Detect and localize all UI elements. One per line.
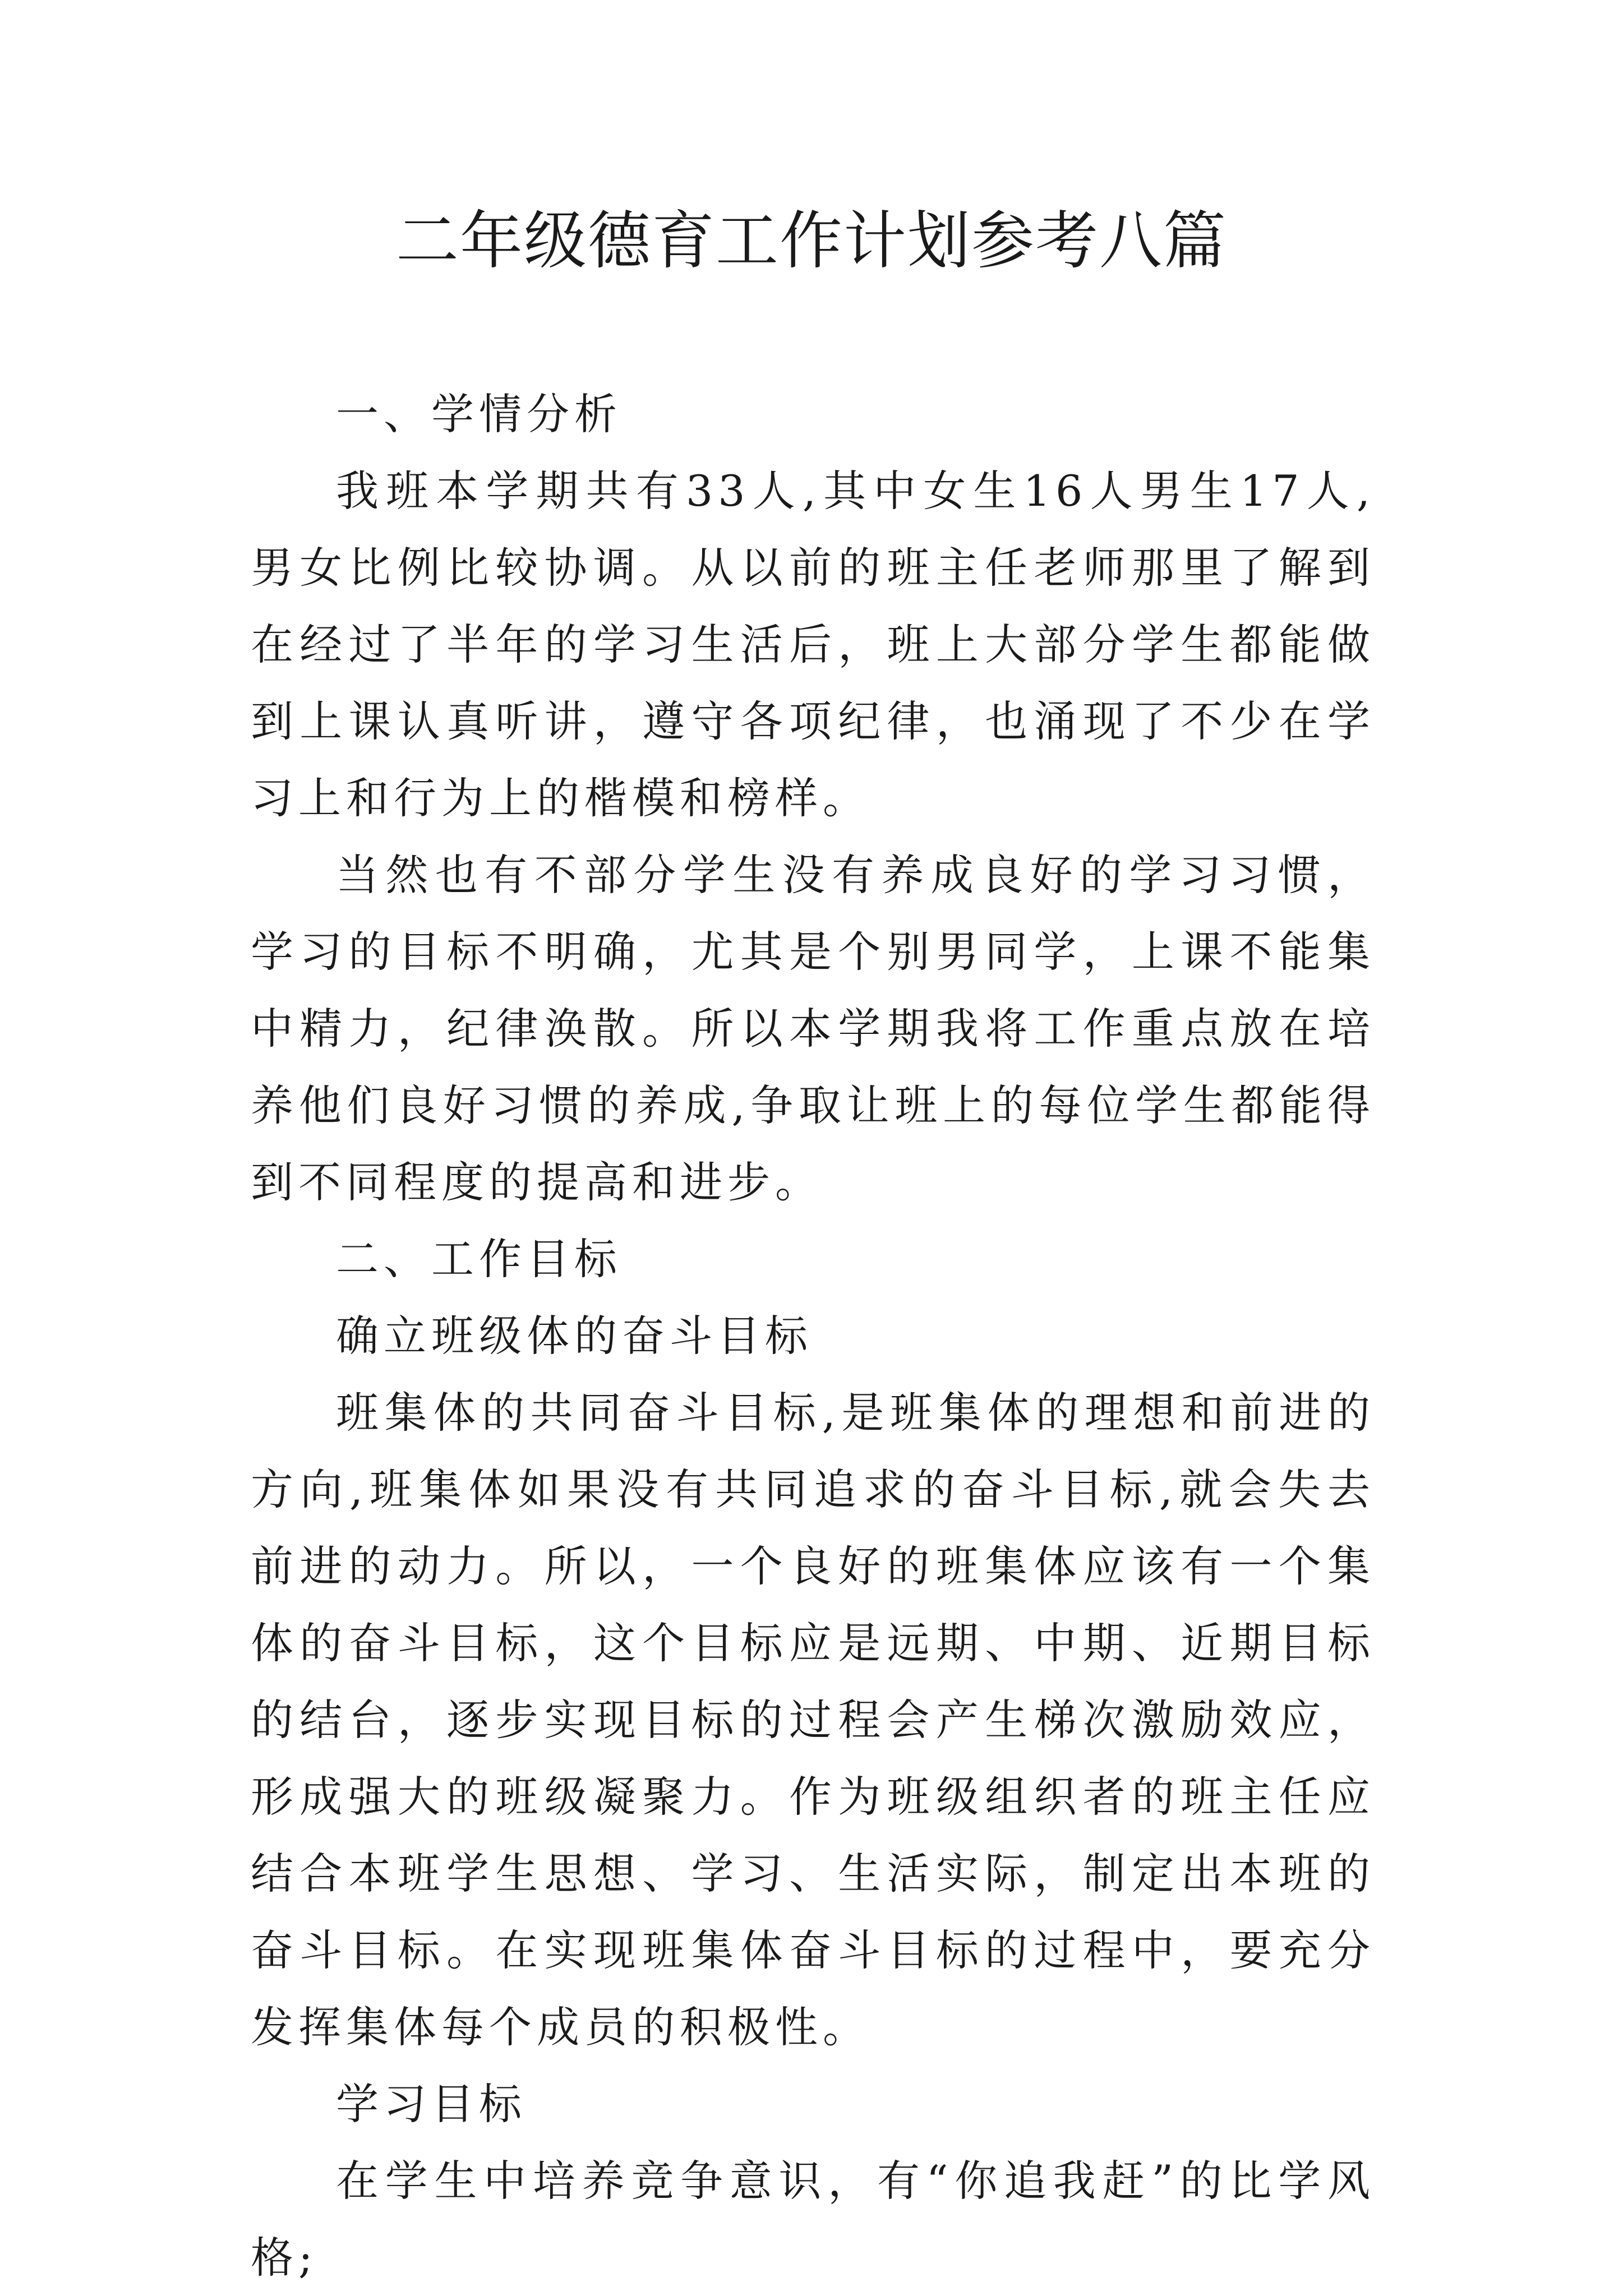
body-paragraph: 当然也有不部分学生没有养成良好的学习习惯，学习的目标不明确，尤其是个别男同学，上课不能集中精力，纪律涣散。所以本学期我将工作重点放在培养他们良好习惯的养成,争取让班上的每位学生都能得到不同程度的提高和进步。 [251,850,1375,1207]
body-paragraph: 我班本学期共有33人,其中女生16人男生17人,男女比例比较协调。从以前的班主任老师那里了解到在经过了半年的学习生活后，班上大部分学生都能做到上课认真听讲，遵守各项纪律，也涌现了不少在学习上和行为上的楷模和榜样。 [251,466,1375,823]
document-title: 二年级德育工作计划参考八篇 [396,205,1227,278]
body-paragraph: 在学生中培养竞争意识，有“你追我赶”的比学风格; [251,2156,1375,2283]
section-heading-situation-analysis: 一、学情分析 [336,389,622,439]
body-paragraph: 班集体的共同奋斗目标,是班集体的理想和前进的方向,班集体如果没有共同追求的奋斗目标,就会失去前进的动力。所以，一个良好的班集体应该有一个集体的奋斗目标，这个目标应是远期、中期、近期目标的结台，逐步实现目标的过程会产生梯次激励效应，形成强大的班级凝聚力。作为班级组织者的班主任应结合本班学生思想、学习、生活实际，制定出本班的奋斗目标。在实现班集体奋斗目标的过程中，要充分发挥集体每个成员的积极性。 [251,1388,1375,2052]
document-body [251,376,1375,2296]
subheading-study-goal: 学习目标 [336,2079,527,2129]
section-heading-work-goals: 二、工作目标 [336,1234,622,1284]
subheading-class-goal: 确立班级体的奋斗目标 [336,1311,813,1361]
